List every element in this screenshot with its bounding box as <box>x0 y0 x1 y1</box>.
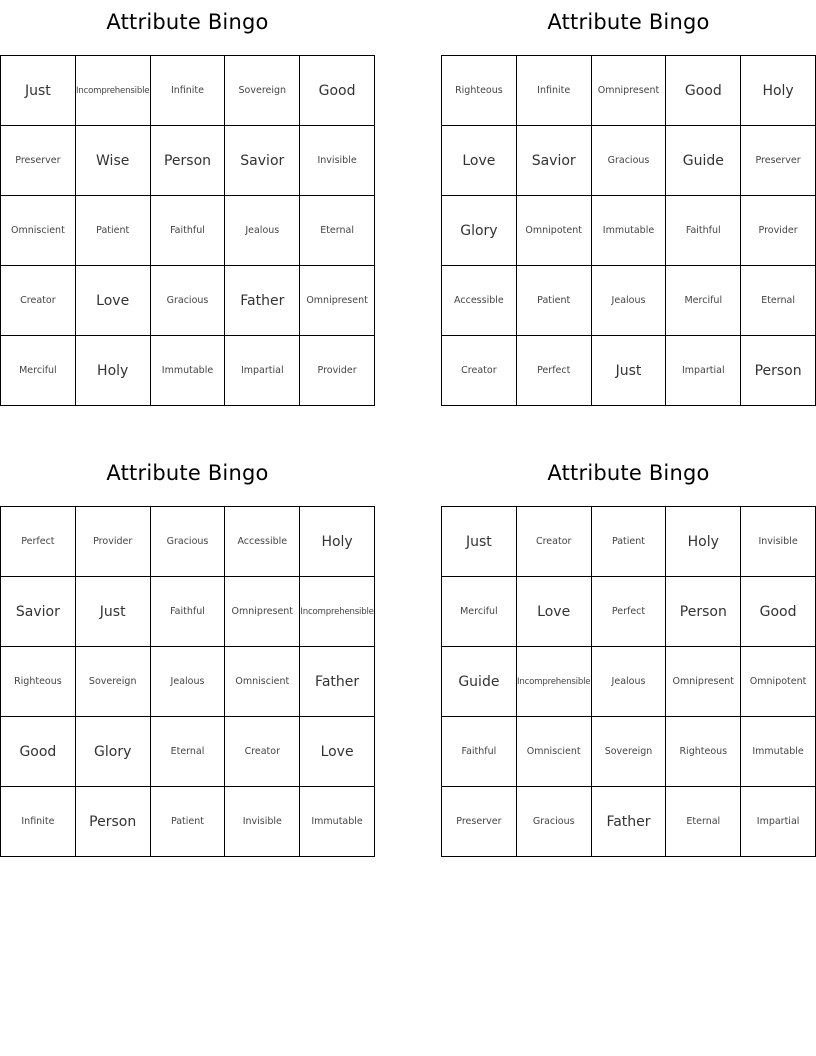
bingo-cell: Gracious <box>151 507 226 577</box>
bingo-cell: Person <box>151 126 226 196</box>
bingo-cell: Sovereign <box>76 647 151 717</box>
bingo-cell: Good <box>1 717 76 787</box>
bingo-cell: Omnipresent <box>300 266 375 336</box>
bingo-cell: Infinite <box>517 56 592 126</box>
bingo-cell: Guide <box>666 126 741 196</box>
bingo-cell: Love <box>517 577 592 647</box>
card-title: Attribute Bingo <box>547 461 710 485</box>
bingo-cell: Righteous <box>666 717 741 787</box>
bingo-cell: Preserver <box>1 126 76 196</box>
bingo-cell: Holy <box>666 507 741 577</box>
bingo-cell: Righteous <box>442 56 517 126</box>
bingo-cell: Perfect <box>592 577 667 647</box>
bingo-cell: Impartial <box>666 336 741 406</box>
bingo-cell: Gracious <box>517 787 592 857</box>
bingo-cell: Faithful <box>151 577 226 647</box>
bingo-grid <box>0 55 375 406</box>
bingo-cell: Guide <box>442 647 517 717</box>
bingo-cell: Glory <box>442 196 517 266</box>
bingo-cell: Sovereign <box>592 717 667 787</box>
bingo-cell: Sovereign <box>225 56 300 126</box>
bingo-cell: Omniscient <box>1 196 76 266</box>
bingo-cell: Merciful <box>442 577 517 647</box>
bingo-cell: Just <box>442 507 517 577</box>
bingo-cell: Love <box>76 266 151 336</box>
bingo-cell: Creator <box>442 336 517 406</box>
bingo-cell: Perfect <box>1 507 76 577</box>
bingo-cell: Omnipotent <box>517 196 592 266</box>
bingo-cell: Eternal <box>666 787 741 857</box>
bingo-cell: Immutable <box>592 196 667 266</box>
bingo-cell: Provider <box>300 336 375 406</box>
bingo-cell: Patient <box>151 787 226 857</box>
bingo-cell: Gracious <box>151 266 226 336</box>
bingo-cell: Person <box>666 577 741 647</box>
bingo-cell: Invisible <box>225 787 300 857</box>
bingo-grid <box>0 506 375 857</box>
bingo-cell: Jealous <box>151 647 226 717</box>
bingo-cell: Faithful <box>442 717 517 787</box>
bingo-cell: Just <box>592 336 667 406</box>
bingo-cell: Accessible <box>225 507 300 577</box>
bingo-cell: Incomprehensible <box>517 647 592 717</box>
bingo-cell: Savior <box>517 126 592 196</box>
bingo-cell: Omnipresent <box>666 647 741 717</box>
bingo-cell: Love <box>442 126 517 196</box>
bingo-cell: Gracious <box>592 126 667 196</box>
bingo-cell: Faithful <box>666 196 741 266</box>
bingo-cell: Just <box>1 56 76 126</box>
bingo-cell: Infinite <box>151 56 226 126</box>
bingo-cell: Just <box>76 577 151 647</box>
bingo-cell: Immutable <box>151 336 226 406</box>
bingo-cell: Eternal <box>300 196 375 266</box>
bingo-cell: Wise <box>76 126 151 196</box>
bingo-cell: Omniscient <box>517 717 592 787</box>
bingo-cell: Father <box>300 647 375 717</box>
bingo-cell: Omnipresent <box>225 577 300 647</box>
card-title: Attribute Bingo <box>106 10 269 34</box>
bingo-cell: Father <box>225 266 300 336</box>
bingo-cell: Incomprehensible <box>76 56 151 126</box>
bingo-cell: Merciful <box>666 266 741 336</box>
bingo-cell: Creator <box>225 717 300 787</box>
bingo-cell: Preserver <box>741 126 816 196</box>
bingo-cell: Eternal <box>741 266 816 336</box>
bingo-cell: Infinite <box>1 787 76 857</box>
bingo-cell: Impartial <box>741 787 816 857</box>
bingo-cell: Jealous <box>592 647 667 717</box>
bingo-cell: Accessible <box>442 266 517 336</box>
bingo-cell: Savior <box>225 126 300 196</box>
bingo-cell: Omnipresent <box>592 56 667 126</box>
bingo-cell: Incomprehensible <box>300 577 375 647</box>
bingo-cell: Jealous <box>592 266 667 336</box>
bingo-cell: Omniscient <box>225 647 300 717</box>
bingo-cell: Glory <box>76 717 151 787</box>
bingo-grid <box>441 506 816 857</box>
bingo-cell: Father <box>592 787 667 857</box>
bingo-cell: Righteous <box>1 647 76 717</box>
bingo-cell: Good <box>741 577 816 647</box>
bingo-cell: Invisible <box>300 126 375 196</box>
bingo-cell: Person <box>741 336 816 406</box>
bingo-cell: Jealous <box>225 196 300 266</box>
bingo-cell: Eternal <box>151 717 226 787</box>
bingo-cell: Savior <box>1 577 76 647</box>
card-title: Attribute Bingo <box>106 461 269 485</box>
bingo-cell: Creator <box>1 266 76 336</box>
bingo-cell: Patient <box>592 507 667 577</box>
bingo-cell: Patient <box>517 266 592 336</box>
bingo-cell: Good <box>300 56 375 126</box>
card-title: Attribute Bingo <box>547 10 710 34</box>
bingo-cell: Faithful <box>151 196 226 266</box>
bingo-cell: Impartial <box>225 336 300 406</box>
bingo-cell: Immutable <box>741 717 816 787</box>
bingo-cell: Good <box>666 56 741 126</box>
bingo-cell: Patient <box>76 196 151 266</box>
bingo-cell: Merciful <box>1 336 76 406</box>
bingo-cell: Invisible <box>741 507 816 577</box>
bingo-cell: Creator <box>517 507 592 577</box>
bingo-cell: Holy <box>76 336 151 406</box>
bingo-cell: Holy <box>300 507 375 577</box>
bingo-cell: Provider <box>76 507 151 577</box>
bingo-cell: Love <box>300 717 375 787</box>
bingo-cell: Preserver <box>442 787 517 857</box>
bingo-cell: Provider <box>741 196 816 266</box>
bingo-grid <box>441 55 816 406</box>
bingo-cell: Omnipotent <box>741 647 816 717</box>
bingo-cell: Holy <box>741 56 816 126</box>
bingo-cell: Perfect <box>517 336 592 406</box>
bingo-cell: Immutable <box>300 787 375 857</box>
bingo-cell: Person <box>76 787 151 857</box>
